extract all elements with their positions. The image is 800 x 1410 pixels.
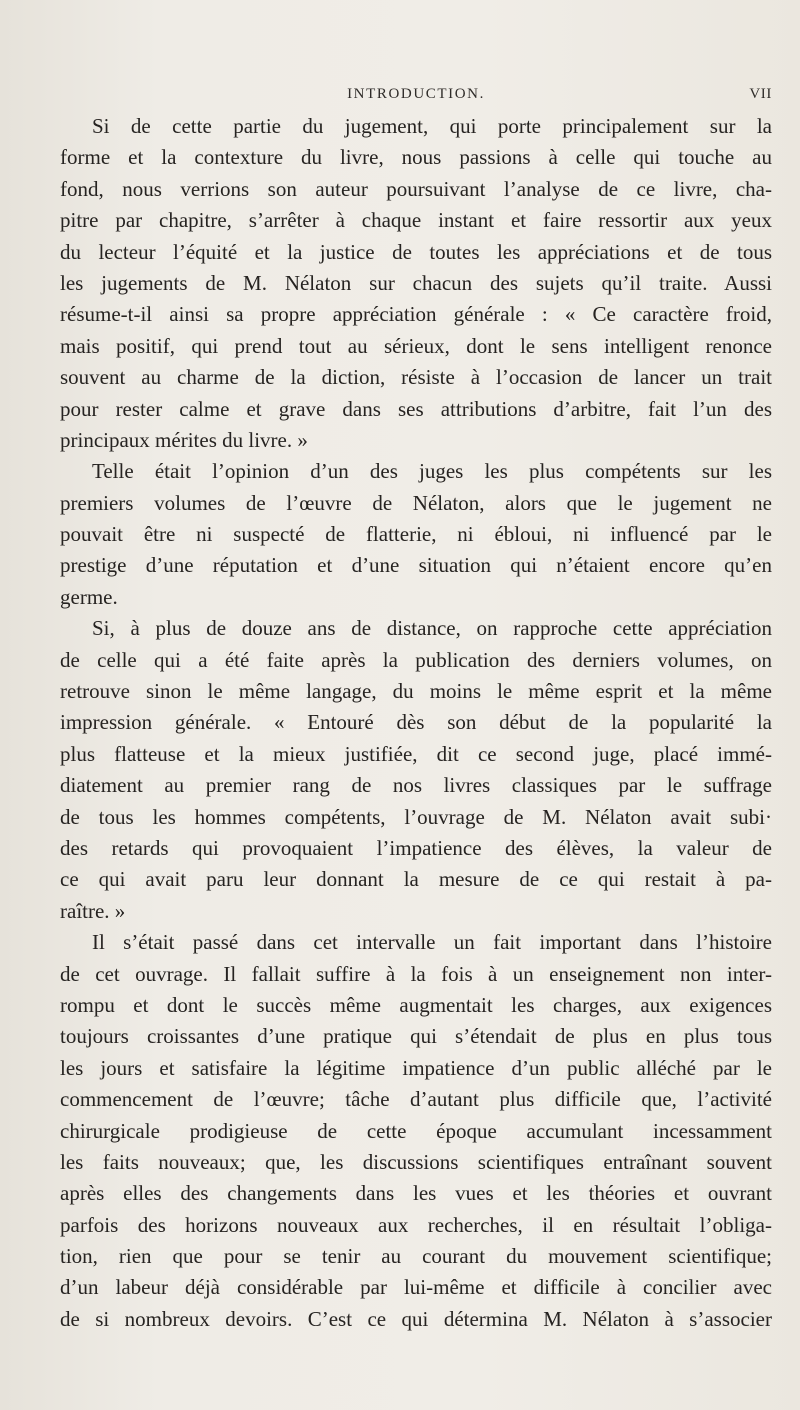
text-line: du lecteur l’équité et la justice de toutes les appréciations et de tous (60, 239, 772, 264)
text-line: de celle qui a été faite après la publication des derniers volumes, on (60, 647, 772, 672)
body-text (60, 111, 772, 1335)
running-title: INTRODUCTION. (347, 86, 485, 102)
text-line: les jours et satisfaire la légitime impatience d’un public alléché par le (60, 1055, 772, 1080)
text-line: tion, rien que pour se tenir au courant du mouvement scientifique; (60, 1244, 772, 1269)
text-line: pitre par chapitre, s’arrêter à chaque instant et faire ressortir aux yeux (60, 208, 772, 233)
page-header (60, 86, 772, 112)
text-line: pouvait être ni suspecté de flatterie, ni ébloui, ni influencé par le (60, 522, 772, 547)
text-line: les jugements de M. Nélaton sur chacun des sujets qu’il traite. Aussi (60, 270, 772, 295)
text-line: forme et la contexture du livre, nous passions à celle qui touche au (60, 145, 772, 170)
text-line: chirurgicale prodigieuse de cette époque accumulant incessamment (60, 1118, 772, 1143)
text-line: souvent au charme de la diction, résiste à l’occasion de lancer un trait (60, 365, 772, 390)
text-line: de tous les hommes compétents, l’ouvrage de M. Nélaton avait subi· (60, 804, 772, 829)
text-line: d’un labeur déjà considérable par lui-même et difficile à concilier avec (60, 1275, 772, 1300)
text-line: rompu et dont le succès même augmentait les charges, aux exigences (60, 992, 772, 1017)
text-line: Il s’était passé dans cet intervalle un fait important dans l’histoire (92, 930, 772, 955)
text-line: les faits nouveaux; que, les discussions scientifiques entraînant souvent (60, 1149, 772, 1174)
text-line: de cet ouvrage. Il fallait suffire à la fois à un enseignement non inter- (60, 961, 772, 986)
text-line: mais positif, qui prend tout au sérieux, dont le sens intelligent renonce (60, 333, 772, 358)
page-number: VII (749, 86, 772, 102)
text-line: commencement de l’œuvre; tâche d’autant plus difficile que, l’activité (60, 1087, 772, 1112)
text-line: prestige d’une réputation et d’une situation qui n’étaient encore qu’en (60, 553, 772, 578)
text-line: de si nombreux devoirs. C’est ce qui détermina M. Nélaton à s’associer (60, 1306, 772, 1331)
text-line: des retards qui provoquaient l’impatience des élèves, la valeur de (60, 835, 772, 860)
text-line: retrouve sinon le même langage, du moins le même esprit et la même (60, 679, 772, 704)
text-line: Telle était l’opinion d’un des juges les plus compétents sur les (92, 459, 772, 484)
text-line: fond, nous verrions son auteur poursuivant l’analyse de ce livre, cha- (60, 176, 772, 201)
text-line: après elles des changements dans les vues et les théories et ouvrant (60, 1181, 772, 1206)
text-line: diatement au premier rang de nos livres classiques par le suffrage (60, 773, 772, 798)
text-line: Si de cette partie du jugement, qui porte principalement sur la (92, 114, 772, 138)
text-line: impression générale. « Entouré dès son début de la popularité la (60, 710, 772, 735)
text-line: raître. » (60, 898, 126, 923)
text-line: résume-t-il ainsi sa propre appréciation générale : « Ce caractère froid, (60, 302, 772, 327)
text-line: germe. (60, 584, 118, 609)
text-line: pour rester calme et grave dans ses attributions d’arbitre, fait l’un des (60, 396, 772, 421)
text-line: parfois des horizons nouveaux aux recherches, il en résultait l’obliga- (60, 1212, 772, 1237)
text-line: ce qui avait paru leur donnant la mesure de ce qui restait à pa- (60, 867, 772, 892)
text-line: plus flatteuse et la mieux justifiée, dit ce second juge, placé immé- (60, 741, 772, 766)
text-line: toujours croissantes d’une pratique qui s’étendait de plus en plus tous (60, 1024, 772, 1049)
text-line: Si, à plus de douze ans de distance, on rapproche cette appréciation (92, 616, 772, 641)
text-line: premiers volumes de l’œuvre de Nélaton, alors que le jugement ne (60, 490, 772, 515)
text-line: principaux mérites du livre. » (60, 427, 308, 452)
